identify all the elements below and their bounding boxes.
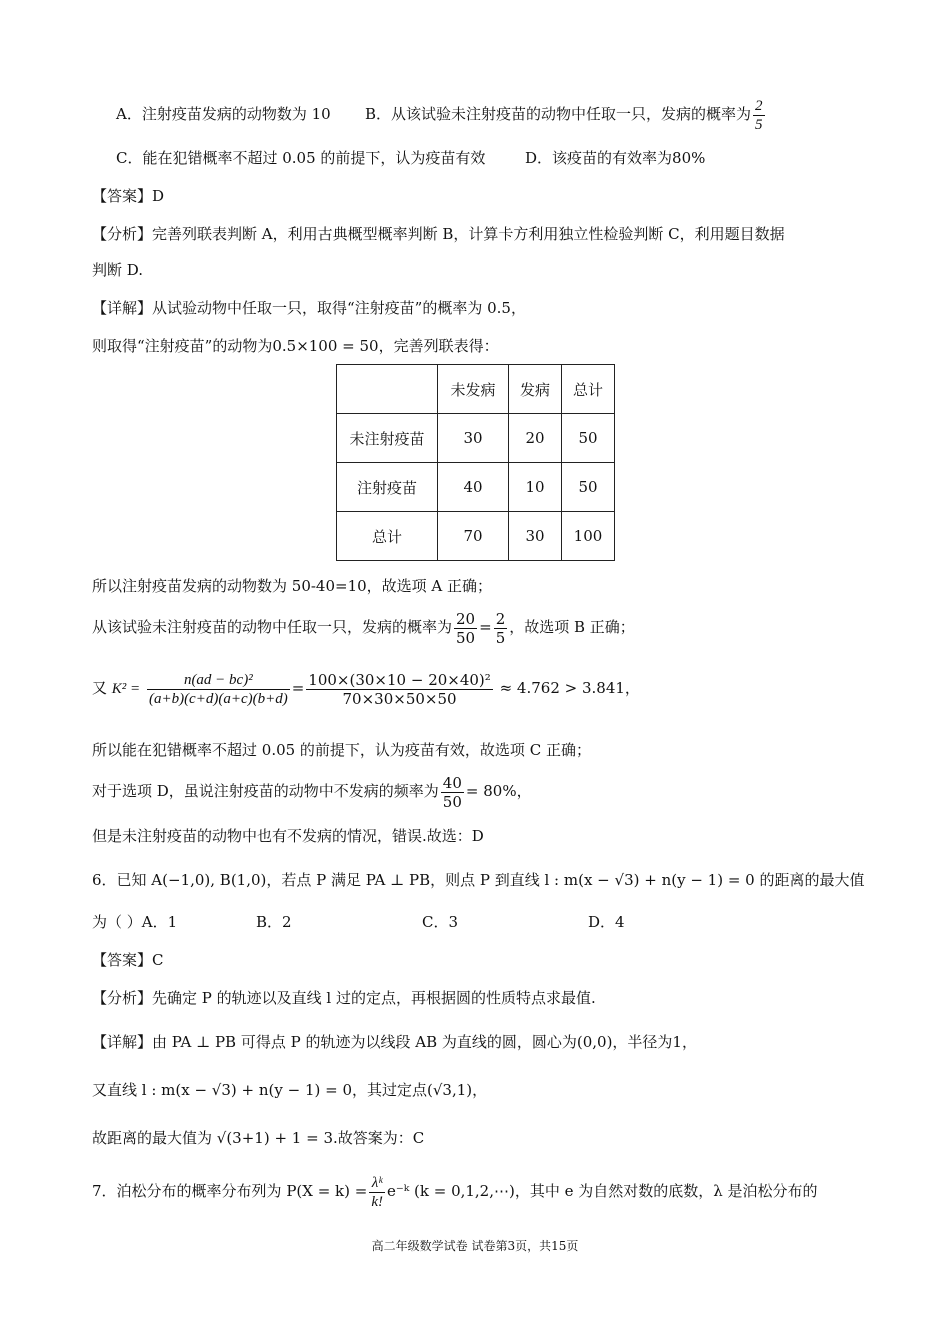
table-cell: 20	[509, 414, 562, 463]
fraction	[454, 610, 477, 647]
fraction-denominator: 5	[495, 628, 506, 647]
q5-line-d-text: 对于选项 D，虽说注射疫苗的动物中不发病的频率为	[92, 782, 439, 800]
q7-stem	[92, 1172, 818, 1211]
fraction-denominator: 5	[755, 116, 763, 133]
fraction	[306, 671, 493, 708]
table-cell: 50	[562, 463, 615, 512]
fraction-numerator: 2	[495, 609, 506, 628]
fraction-numerator: 100×(30×10 − 20×40)²	[308, 670, 491, 689]
equals-sign: =	[291, 679, 305, 697]
fraction-numerator: n(ad − bc)²	[147, 671, 290, 690]
q5-option-b-fraction	[753, 97, 765, 134]
fraction-denominator: 50	[442, 792, 462, 811]
fraction-denominator: k!	[371, 1193, 383, 1210]
formula-result: ≈ 4.762 > 3.841，	[499, 679, 640, 697]
fraction	[494, 610, 508, 647]
q5-answer: 【答案】D	[92, 187, 165, 205]
q5-option-c: C．能在犯错概率不超过 0.05 的前提下，认为疫苗有效	[116, 149, 486, 167]
q6-detail-line1: 【详解】由 PA ⊥ PB 可得点 P 的轨迹为以线段 AB 为直线的圆，圆心为(0,0)，半径为1，	[92, 1033, 697, 1051]
q6-analysis: 【分析】先确定 P 的轨迹以及直线 l 过的定点，再根据圆的性质特点求最值.	[92, 989, 596, 1007]
q7-stem-prefix: 7．泊松分布的概率分布列为 P(X = k) =	[92, 1182, 368, 1200]
table-header-cell: 总计	[562, 365, 615, 414]
fraction-denominator: (a+b)(c+d)(a+c)(b+d)	[148, 690, 288, 707]
table-header-cell	[337, 365, 438, 414]
q5-line-d	[92, 772, 532, 811]
table-cell: 未注射疫苗	[337, 414, 438, 463]
q6-detail-line3: 故距离的最大值为 √(3+1) + 1 = 3.故答案为：C	[92, 1129, 425, 1147]
q5-line-e: 但是未注射疫苗的动物中也有不发病的情况，错误.故选：D	[92, 827, 484, 845]
q6-option-b: B．2	[256, 913, 292, 931]
q6-option-c: C．3	[422, 913, 459, 931]
q5-line-d-suffix: = 80%，	[465, 782, 532, 800]
q5-line-a: 所以注射疫苗发病的动物数为 50-40=10，故选项 A 正确；	[92, 577, 493, 595]
q5-line-c: 所以能在犯错概率不超过 0.05 的前提下，认为疫苗有效，故选项 C 正确；	[92, 741, 591, 759]
q6-option-d: D．4	[588, 913, 625, 931]
table-row	[337, 414, 615, 463]
fraction-numerator: λᵏ	[369, 1174, 385, 1193]
table-cell: 注射疫苗	[337, 463, 438, 512]
table-cell: 10	[509, 463, 562, 512]
fraction	[441, 774, 464, 811]
table-cell: 50	[562, 414, 615, 463]
fraction-numerator: 20	[456, 609, 476, 628]
table-header-cell: 发病	[509, 365, 562, 414]
equals-sign: =	[479, 618, 492, 636]
contingency-table	[336, 364, 615, 561]
formula-prefix: 又	[92, 679, 108, 697]
fraction-numerator: 40	[442, 773, 462, 792]
page-footer: 高二年级数学试卷 试卷第3页，共15页	[371, 1239, 579, 1253]
fraction-denominator: 70×30×50×50	[342, 689, 457, 708]
table-cell: 30	[438, 414, 509, 463]
q5-line-b-suffix: ，故选项 B 正确；	[509, 618, 635, 636]
table-cell: 总计	[337, 512, 438, 561]
table-cell: 40	[438, 463, 509, 512]
table-row	[337, 463, 615, 512]
q6-answer: 【答案】C	[92, 951, 164, 969]
table-header-cell: 未发病	[438, 365, 509, 414]
q5-option-a: A．注射疫苗发病的动物数为 10	[116, 105, 331, 123]
table-row	[337, 512, 615, 561]
table-cell: 100	[562, 512, 615, 561]
q5-line-b-text: 从该试验未注射疫苗的动物中任取一只，发病的概率为	[92, 618, 453, 636]
q6-detail-line2: 又直线 l : m(x − √3) + n(y − 1) = 0，其过定点(√3,1)，	[92, 1081, 488, 1099]
q7-stem-suffix: e⁻ᵏ (k = 0,1,2,⋯)，其中 e 为自然对数的底数，λ 是泊松分布的	[386, 1182, 818, 1200]
q5-line-b	[92, 608, 635, 647]
q5-option-d: D．该疫苗的有效率为80%	[525, 149, 706, 167]
formula-lhs: K² =	[111, 681, 141, 697]
table-cell: 70	[438, 512, 509, 561]
fraction	[147, 671, 290, 708]
q5-detail-line1: 【详解】从试验动物中任取一只，取得“注射疫苗”的概率为 0.5，	[92, 299, 526, 317]
q5-detail-line2: 则取得“注射疫苗”的动物为0.5×100 = 50，完善列联表得：	[92, 337, 499, 355]
q5-option-b-text: B．从该试验未注射疫苗的动物中任取一只，发病的概率为	[365, 105, 752, 123]
q5-analysis-line1: 【分析】完善列联表判断 A，利用古典概型概率判断 B，计算卡方利用独立性检验判断 C，利用题目数据	[92, 225, 785, 243]
table-header-row	[337, 365, 615, 414]
chi-square-formula	[92, 668, 640, 709]
q5-analysis-line2: 判断 D.	[92, 261, 144, 279]
q5-option-b	[365, 96, 767, 134]
fraction-numerator: 2	[755, 97, 763, 114]
fraction-denominator: 50	[456, 628, 476, 647]
fraction	[369, 1174, 385, 1211]
table-cell: 30	[509, 512, 562, 561]
q6-stem-line2: 为（ ）A．1	[92, 913, 178, 931]
q6-stem-line1: 6．已知 A(−1,0), B(1,0)，若点 P 满足 PA ⊥ PB，则点 P 到直线 l : m(x − √3) + n(y − 1) = 0 的距离的最大值	[92, 871, 865, 889]
